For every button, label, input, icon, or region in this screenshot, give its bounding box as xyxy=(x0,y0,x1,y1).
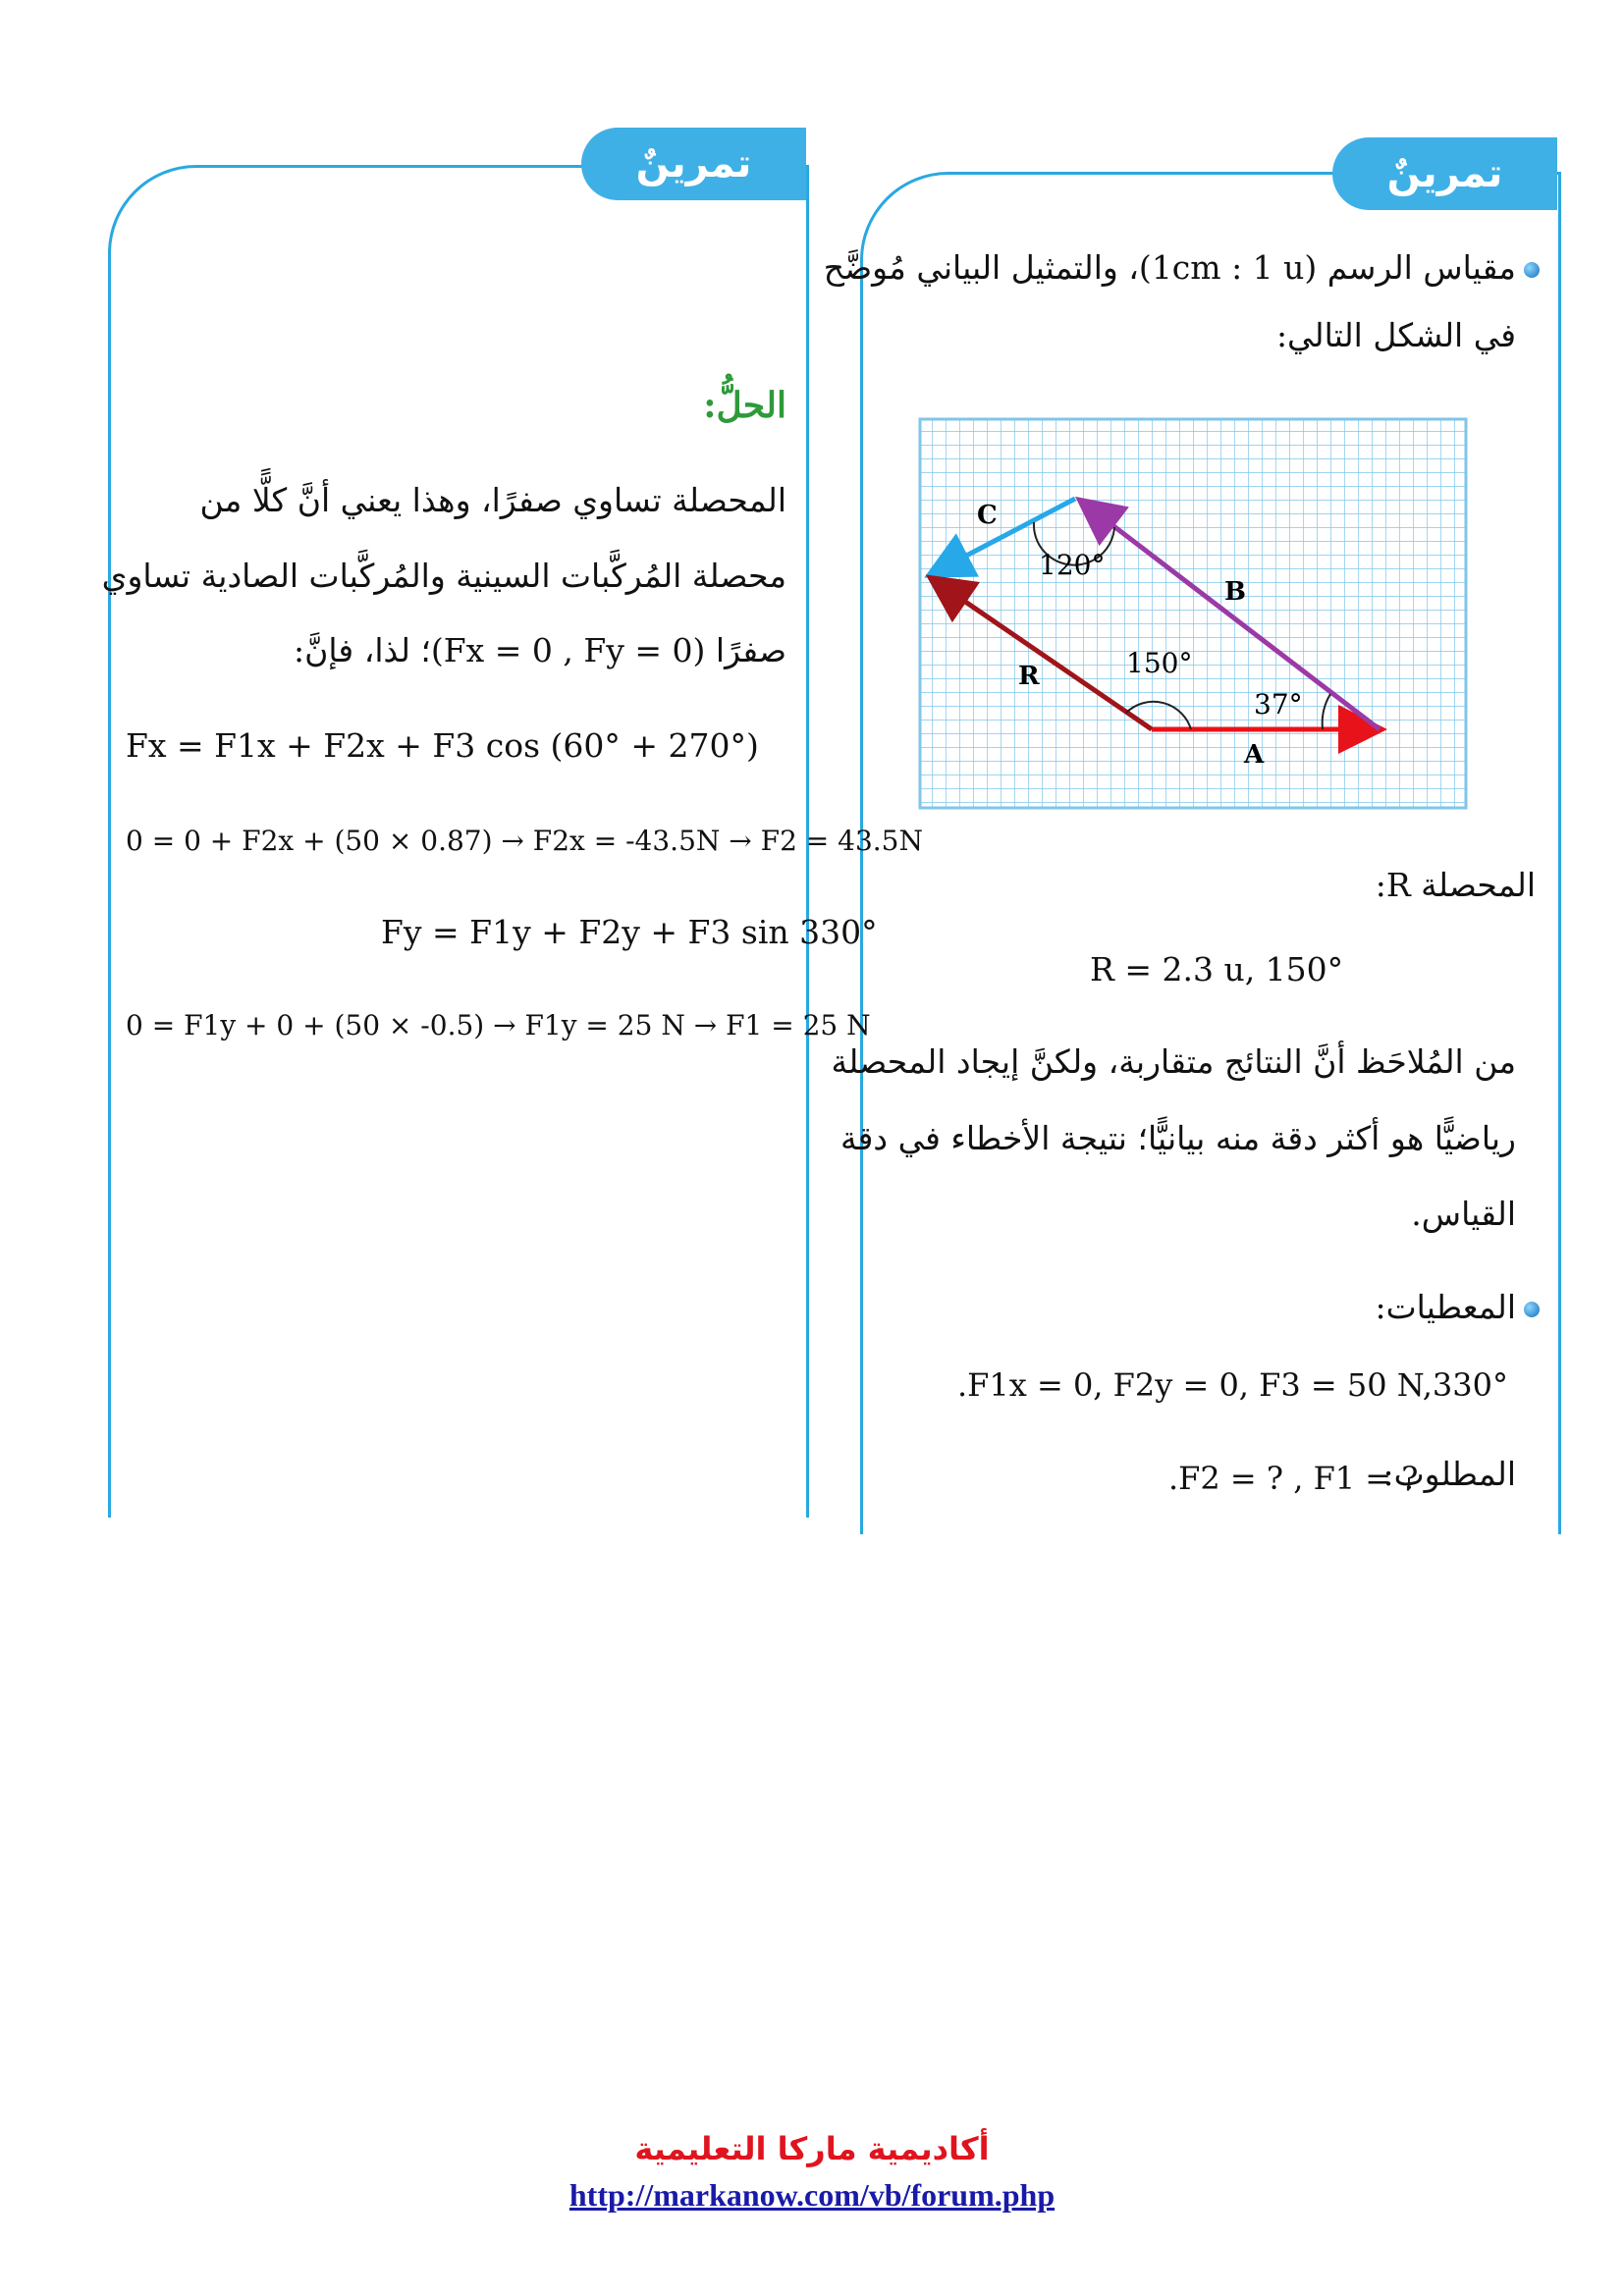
bullet-icon xyxy=(1524,1302,1540,1317)
givens-label: المعطيات: xyxy=(1376,1288,1541,1327)
required-value: .F2 = ? , F1 = ? xyxy=(1168,1460,1419,1497)
footer-title: أكاديمية ماركا التعليمية xyxy=(634,2130,990,2167)
label-C: C xyxy=(977,501,998,530)
intro-line-2: في الشكل التالي: xyxy=(1275,316,1516,354)
givens-value: .F1x = 0, F2y = 0, F3 = 50 N,330° xyxy=(957,1366,1508,1404)
exercise-panel-right xyxy=(860,172,1561,1534)
solution-label: الحلُّ: xyxy=(703,385,786,426)
solution-line-2: محصلة المُركَّبات السينية والمُركَّبات الصادية تساوي xyxy=(101,557,786,595)
resultant-value: R = 2.3 u, 150° xyxy=(1090,950,1344,988)
angle-37-label: 37° xyxy=(1254,688,1303,721)
footer-link[interactable]: http://markanow.com/vb/forum.php xyxy=(568,2177,1056,2213)
exercise-tab-right: تمرينٌ xyxy=(1332,137,1557,210)
bullet-icon xyxy=(1524,262,1540,278)
required-label: المطلوب: xyxy=(1382,1455,1516,1493)
solution-line-1: المحصلة تساوي صفرًا، وهذا يعني أنَّ كلًّا من xyxy=(199,481,786,519)
note-line-1: من المُلاحَظ أنَّ النتائج متقاربة، ولكنَّ إيجاد المحصلة xyxy=(831,1042,1516,1081)
note-line-2: رياضيًّا هو أكثر دقة منه بيانيًّا؛ نتيجة الأخطاء في دقة xyxy=(839,1119,1516,1157)
intro-scale: 1cm : 1 u xyxy=(1151,248,1305,287)
solution-line-3: صفرًا (Fx = 0 , Fy = 0)؛ لذا، فإنَّ: xyxy=(294,631,786,669)
grid-background xyxy=(920,419,1466,808)
label-B: B xyxy=(1224,577,1246,607)
label-R: R xyxy=(1018,662,1040,691)
equation-fx: Fx = F1x + F2x + F3 cos (60° + 270°) xyxy=(126,726,759,765)
vector-diagram xyxy=(918,417,1468,810)
angle-120-label: 120° xyxy=(1039,549,1106,581)
intro-line-1: مقياس الرسم (1cm : 1 u)، والتمثيل البياني مُوضَّح xyxy=(824,248,1540,288)
angle-150-label: 150° xyxy=(1126,647,1193,679)
exercise-tab-left: تمرينٌ xyxy=(581,128,806,200)
resultant-label: المحصلة R: xyxy=(1375,866,1536,904)
equation-f2: 0 = 0 + F2x + (50 × 0.87) → F2x = -43.5N → F2 = 43.5N xyxy=(126,825,923,857)
equation-f1: 0 = F1y + 0 + (50 × -0.5) → F1y = 25 N → F1 = 25 N xyxy=(126,1009,871,1041)
equation-fy: Fy = F1y + F2y + F3 sin 330° xyxy=(381,913,878,951)
note-line-3: القياس. xyxy=(1411,1195,1516,1233)
label-A: A xyxy=(1244,740,1265,770)
